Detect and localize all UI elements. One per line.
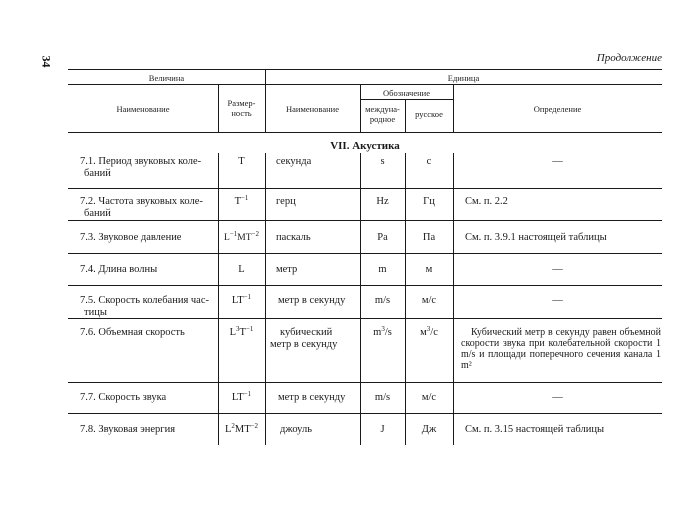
dimension-exponent: −1 <box>240 194 249 202</box>
dimension-base: LT <box>231 295 244 306</box>
row-rule-7-3 <box>68 253 662 254</box>
row-7-8-dimension <box>218 424 265 436</box>
row-7-5-intl: m/s <box>374 295 391 306</box>
row-7-6-dimension <box>218 327 265 339</box>
row-rule-7-2 <box>68 220 662 221</box>
row-rule-7-6 <box>68 382 662 383</box>
rus-base: м <box>420 327 427 338</box>
dimension-exponent: −1 <box>243 390 252 398</box>
table-top-rule <box>68 69 662 70</box>
row-7-5-rus: м/с <box>421 295 437 306</box>
quantity-group-rule <box>68 84 265 85</box>
dimension-mt-exponent: −2 <box>250 422 259 430</box>
row-7-1-dimension: T <box>238 156 245 167</box>
row-7-3-definition: См. п. 3.9.1 настоящей таблицы <box>465 232 607 243</box>
row-7-2-name <box>80 196 228 220</box>
header-international <box>360 104 405 124</box>
section-title: VII. Акустика <box>330 140 400 152</box>
row-7-1-unit-name: секунда <box>276 156 312 167</box>
header-dimension <box>218 98 265 118</box>
row-7-6-unit-name <box>270 327 360 351</box>
row-7-2-definition: См. п. 2.2 <box>465 196 508 207</box>
row-7-3-intl: Pa <box>377 232 388 243</box>
row-7-5-name <box>80 295 228 319</box>
row-7-1-rus: с <box>426 156 432 167</box>
header-dimension-line1: Размер- <box>227 98 256 108</box>
header-unit-name: Наименование <box>286 104 339 114</box>
header-international-line1: междуна- <box>365 104 400 114</box>
row-7-6-unit-name-line1: кубический <box>280 327 333 338</box>
row-7-3-dimension <box>218 232 265 244</box>
row-rule-7-7 <box>68 413 662 414</box>
row-7-3-name: 7.3. Звуковое давление <box>80 232 182 243</box>
row-7-4-unit-name: метр <box>276 264 298 275</box>
row-rule-7-4 <box>68 285 662 286</box>
row-7-7-name: 7.7. Скорость звука <box>80 392 167 403</box>
row-7-7-unit-name: метр в секунду <box>278 392 346 403</box>
header-international-line2: родное <box>369 114 396 124</box>
row-7-7-definition: — <box>552 392 563 403</box>
row-7-8-rus: Дж <box>421 424 437 435</box>
row-7-6-name: 7.6. Объемная скорость <box>80 327 185 338</box>
rus-exponent: 3 <box>426 325 431 333</box>
row-7-4-rus: м <box>425 264 433 275</box>
row-7-2-unit-name: герц <box>276 196 296 207</box>
row-7-1-intl: s <box>380 156 385 167</box>
header-definition: Определение <box>533 104 582 114</box>
row-7-2-name-line1: 7.2. Частота звуковых коле- <box>80 196 203 207</box>
row-rule-7-1 <box>68 188 662 189</box>
unit-group-rule <box>265 84 662 85</box>
row-7-1-definition: — <box>552 156 563 167</box>
row-7-4-definition: — <box>552 264 563 275</box>
dimension-t-exponent: −1 <box>245 325 254 333</box>
intl-base: m <box>373 327 382 338</box>
row-7-8-intl: J <box>380 424 385 435</box>
row-7-5-dimension <box>218 295 265 307</box>
row-7-4-name: 7.4. Длина волны <box>80 264 158 275</box>
row-7-1-name-line2: баний <box>84 168 111 179</box>
dimension-l-exponent: −1 <box>229 230 238 238</box>
dimension-mt: MT <box>237 233 252 243</box>
dimension-l-exponent: 3 <box>236 325 240 333</box>
dimension-mt: MT <box>234 424 251 435</box>
row-7-6-intl <box>360 327 405 339</box>
header-bottom-rule <box>68 132 662 133</box>
dimension-l-exponent: 2 <box>231 422 235 430</box>
designation-group-rule <box>360 99 453 100</box>
row-7-7-intl: m/s <box>374 392 391 403</box>
row-7-4-dimension: L <box>238 264 245 275</box>
row-7-6-unit-name-line2: метр в секунду <box>270 339 338 350</box>
row-7-5-name-line1: 7.5. Скорость колебания час- <box>80 295 209 306</box>
header-designation-group: Обозначение <box>383 88 430 98</box>
row-7-1-name <box>80 156 228 180</box>
row-7-1-name-line1: 7.1. Период звуковых коле- <box>80 156 202 167</box>
dimension-l: L <box>229 327 237 338</box>
row-7-3-rus: Па <box>422 232 436 243</box>
row-7-5-definition: — <box>552 295 563 306</box>
row-7-2-dimension <box>218 196 265 208</box>
dimension-l: L <box>224 424 232 435</box>
intl-tail: /s <box>384 327 392 338</box>
row-7-6-rus <box>405 327 453 339</box>
dimension-mt-exponent: −2 <box>251 230 259 238</box>
row-7-8-unit-name: джоуль <box>280 424 313 435</box>
header-russian: русское <box>415 109 443 119</box>
row-7-2-name-line2: баний <box>84 208 111 219</box>
header-quantity-group: Величина <box>148 73 185 83</box>
row-7-5-name-line2: тицы <box>84 307 107 318</box>
row-7-5-unit-name: метр в секунду <box>278 295 346 306</box>
body-divider-2 <box>265 153 266 445</box>
header-dimension-line2: ность <box>231 108 252 118</box>
row-7-8-name: 7.8. Звуковая энергия <box>80 424 176 435</box>
header-quantity-name: Наименование <box>116 104 170 114</box>
row-7-4-intl: m <box>378 264 387 275</box>
page-number: 34 <box>39 55 54 68</box>
dimension-exponent: −1 <box>243 293 252 301</box>
row-7-8-definition: См. п. 3.15 настоящей таблицы <box>465 424 605 435</box>
dimension-l: L <box>224 233 230 243</box>
row-7-3-unit-name: паскаль <box>276 232 311 243</box>
row-7-6-definition: Кубический метр в секунду равен объемной скорости звука при колебательной скорости 1 m/s и площади поперечного сечения канала 1 m² <box>461 327 661 371</box>
row-7-7-rus: м/с <box>421 392 437 403</box>
dimension-base: T <box>234 196 241 207</box>
dimension-base: LT <box>231 392 244 403</box>
dimension-t: T <box>239 327 246 338</box>
row-7-2-rus: Гц <box>423 196 435 207</box>
row-7-2-intl: Hz <box>376 196 389 207</box>
header-unit-group: Единица <box>447 73 480 83</box>
continuation-label: Продолжение <box>596 52 662 64</box>
rus-tail: /с <box>430 327 438 338</box>
row-7-7-dimension <box>218 392 265 404</box>
intl-exponent: 3 <box>381 325 385 333</box>
